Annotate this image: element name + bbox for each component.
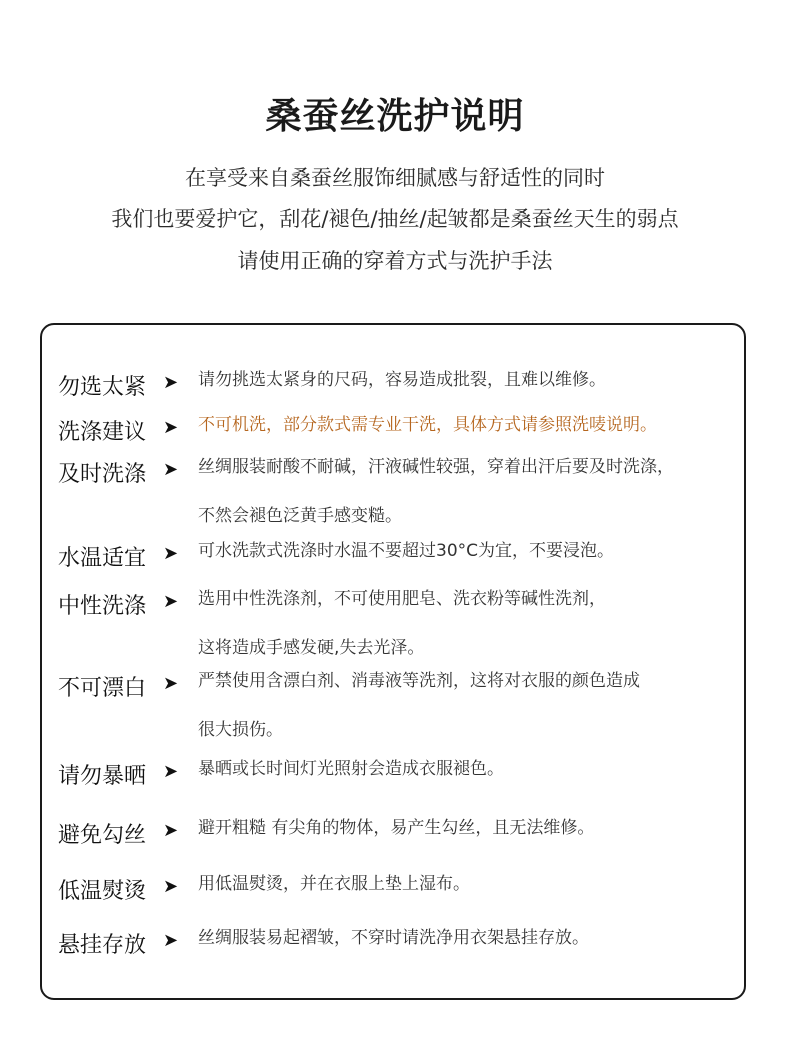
intro-line-1: 在享受来自桑蚕丝服饰细腻感与舒适性的同时: [185, 166, 605, 190]
arrow-right-icon: ➤: [163, 459, 179, 480]
arrow-right-icon: ➤: [163, 543, 179, 564]
page-title: 桑蚕丝洗护说明: [265, 96, 525, 137]
care-item-description: 暴晒或长时间灯光照射会造成衣服褪色。: [198, 759, 504, 779]
arrow-right-icon: ➤: [163, 372, 179, 393]
care-item-description-cont: 这将造成手感发硬,失去光泽。: [198, 638, 425, 658]
care-item-label: 中性洗涤: [58, 594, 147, 619]
care-item-description-highlight: 不可机洗，部分款式需专业干洗，具体方式请参照洗唛说明。: [198, 415, 657, 435]
arrow-right-icon: ➤: [163, 673, 179, 694]
care-item-description-cont: 很大损伤。: [198, 720, 283, 740]
care-item-label: 避免勾丝: [58, 823, 147, 848]
care-item-label: 请勿暴晒: [58, 764, 147, 789]
arrow-right-icon: ➤: [163, 591, 179, 612]
care-item-description: 可水洗款式洗涤时水温不要超过30°C为宜，不要浸泡。: [198, 541, 615, 561]
care-item-description: 丝绸服装易起褶皱，不穿时请洗净用衣架悬挂存放。: [198, 928, 589, 948]
care-item-label: 洗涤建议: [58, 420, 147, 445]
care-item-description: 用低温熨烫，并在衣服上垫上湿布。: [198, 874, 470, 894]
intro-line-2: 我们也要爱护它，刮花/褪色/抽丝/起皱都是桑蚕丝天生的弱点: [111, 207, 679, 231]
arrow-right-icon: ➤: [163, 417, 179, 438]
arrow-right-icon: ➤: [163, 930, 179, 951]
care-item-label: 低温熨烫: [58, 879, 147, 904]
care-item-label: 悬挂存放: [58, 933, 147, 958]
arrow-right-icon: ➤: [163, 876, 179, 897]
care-item-description-cont: 不然会褪色泛黄手感变糙。: [198, 506, 402, 526]
care-item-description: 选用中性洗涤剂，不可使用肥皂、洗衣粉等碱性洗剂，: [198, 589, 606, 609]
care-item-description: 避开粗糙 有尖角的物体，易产生勾丝，且无法维修。: [198, 818, 595, 838]
arrow-right-icon: ➤: [163, 761, 179, 782]
arrow-right-icon: ➤: [163, 820, 179, 841]
care-item-label: 水温适宜: [58, 546, 147, 571]
care-item-label: 不可漂白: [58, 676, 147, 701]
care-item-label: 勿选太紧: [58, 375, 147, 400]
care-item-description: 请勿挑选太紧身的尺码，容易造成批裂，且难以维修。: [198, 370, 606, 390]
care-item-description: 严禁使用含漂白剂、消毒液等洗剂，这将对衣服的颜色造成: [198, 671, 640, 691]
care-item-label: 及时洗涤: [58, 462, 147, 487]
intro-line-3: 请使用正确的穿着方式与洗护手法: [237, 249, 553, 273]
care-item-description: 丝绸服装耐酸不耐碱，汗液碱性较强，穿着出汗后要及时洗涤，: [198, 457, 674, 477]
